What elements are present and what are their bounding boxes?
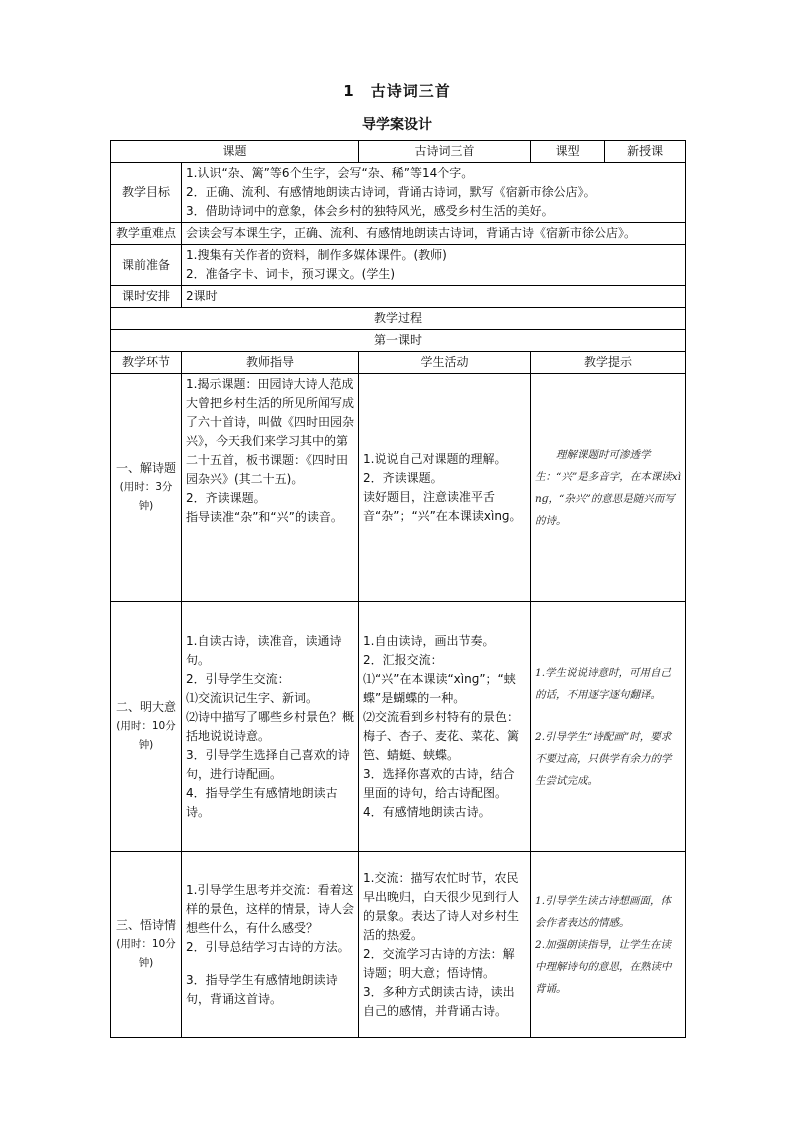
- col-teacher: 教师指导: [182, 352, 359, 374]
- topic-label-cell: 课题: [111, 141, 359, 163]
- student-item: ⑴“兴”在本课读“xìnɡ”；“蛱蝶”是蝴蝶的一种。: [363, 671, 516, 705]
- prep-cell: [182, 245, 686, 286]
- goals-row: [111, 163, 686, 223]
- teacher-item: 2．引导学生交流：: [186, 671, 290, 686]
- teacher-item: ⑴交流识记生字、新词。: [186, 690, 319, 705]
- hint-item: 1.引导学生读古诗想画面，体会作者表达的情感。: [535, 894, 672, 929]
- student-cell: [359, 602, 531, 852]
- stage-name: 三、悟诗情: [115, 918, 176, 932]
- goal-item: 3．借助诗词中的意象，体会乡村的独特风光，感受乡村生活的美好。: [186, 204, 554, 218]
- key-row: [111, 223, 686, 245]
- student-cell: [359, 374, 531, 602]
- hours-label: 课时安排: [111, 286, 182, 308]
- stage-time: (用时：10分钟): [116, 720, 176, 751]
- student-item: 2．汇报交流：: [363, 652, 443, 667]
- student-item: 4．有感情地朗读古诗。: [363, 804, 491, 819]
- type-label-cell: 课型: [531, 141, 605, 162]
- goal-item: 2．正确、流利、有感情地朗读古诗词，背诵古诗词，默写《宿新市徐公店》。: [186, 185, 596, 199]
- hint-cell: [531, 852, 686, 1038]
- student-item: 1.自由读诗，画出节奏。: [363, 633, 495, 648]
- stage-row: [111, 852, 686, 1038]
- hours-row: [111, 286, 686, 308]
- teacher-item: 1.揭示课题：田园诗大诗人范成大曾把乡村生活的所见所闻写成了六十首诗，叫做《四时田园杂兴》，今天我们来学习其中的第二十五首，板书课题：《四时田园杂兴》(其二十五)。: [186, 377, 355, 486]
- stage-time: (用时：3分钟): [119, 481, 173, 512]
- process-heading-row: [111, 308, 686, 330]
- hint-cell: [531, 602, 686, 852]
- topic-cell: 古诗词三首: [359, 141, 531, 163]
- process-columns-row: [111, 352, 686, 374]
- student-item: 2．交流学习古诗的方法：解诗题；明大意；悟诗情。: [363, 946, 515, 980]
- teacher-item: 4．指导学生有感情地朗读古诗。: [186, 785, 338, 819]
- student-item: 3．多种方式朗读古诗，读出自己的感情，并背诵古诗。: [363, 984, 515, 1018]
- page-subtitle: 导学案设计: [362, 117, 432, 133]
- stage-name-cell: [111, 602, 182, 852]
- stage-row: [111, 602, 686, 852]
- prep-item: 1.搜集有关作者的资料，制作多媒体课件。(教师): [186, 248, 447, 262]
- teacher-item: 2．齐读课题。: [186, 491, 266, 505]
- process-heading: 教学过程: [111, 308, 686, 330]
- prep-item: 2．准备字卡、词卡，预习课文。(学生): [186, 267, 395, 281]
- header-row: [111, 141, 686, 163]
- teacher-item: 3．指导学生有感情地朗读诗句，背诵这首诗。: [186, 972, 338, 1006]
- stage-name: 二、明大意: [115, 700, 176, 714]
- col-hint: 教学提示: [531, 352, 686, 374]
- page-title: 1 古诗词三首: [343, 82, 451, 100]
- teacher-cell: [182, 602, 359, 852]
- hint-item: 2.引导学生“诗配画”时，要求不要过高，只供学有余力的学生尝试完成。: [535, 730, 672, 787]
- stage-name: 一、解诗题: [115, 461, 176, 475]
- teacher-cell: [182, 852, 359, 1038]
- lesson-label: 第一课时: [111, 330, 686, 352]
- teacher-item: 指导读准“杂”和“兴”的读音。: [186, 510, 343, 524]
- student-item: ⑵交流看到乡村特有的景色：梅子、杏子、麦花、菜花、篱笆、蜻蜓、蛱蝶。: [363, 709, 520, 762]
- stage-name-cell: [111, 374, 182, 602]
- student-cell: [359, 852, 531, 1038]
- prep-label: 课前准备: [111, 245, 182, 286]
- key-cell: 会读会写本课生字，正确、流利、有感情地朗读古诗词，背诵古诗《宿新市徐公店》。: [182, 223, 686, 245]
- stage-row: [111, 374, 686, 602]
- key-label: 教学重难点: [111, 223, 182, 245]
- teacher-item: 1.引导学生思考并交流：看着这样的景色，这样的情景，诗人会想些什么，有什么感受？: [186, 882, 355, 935]
- student-item: 2．齐读课题。: [363, 470, 443, 485]
- teacher-cell: [182, 374, 359, 602]
- type-cell: 新授课: [627, 144, 664, 158]
- teacher-item: 3．引导学生选择自己喜欢的诗句，进行诗配画。: [186, 747, 350, 781]
- hint-item: 1.学生说说诗意时，可用自己的话，不用逐字逐句翻译。: [535, 666, 672, 701]
- type-split-cell: [531, 141, 686, 163]
- student-item: 读好题目，注意读准平舌音“杂”；“兴”在本课读xìnɡ。: [363, 489, 522, 523]
- lesson-plan-table: [110, 140, 686, 1038]
- goals-label: 教学目标: [111, 163, 182, 223]
- col-stage: 教学环节: [111, 352, 182, 374]
- goals-cell: [182, 163, 686, 223]
- stage-name-cell: [111, 852, 182, 1038]
- goal-item: 1.认识“杂、篱”等6个生字，会写“杂、稀”等14个字。: [186, 166, 474, 180]
- hours-cell: 2课时: [182, 286, 686, 308]
- lesson-row: [111, 330, 686, 352]
- teacher-item: 1.自读古诗，读准音，读通诗句。: [186, 633, 342, 667]
- teacher-item: ⑵诗中描写了哪些乡村景色？概括地说说诗意。: [186, 709, 355, 743]
- student-item: 1.交流：描写农忙时节，农民早出晚归，白天很少见到行人的景象。表达了诗人对乡村生活的热爱。: [363, 870, 520, 942]
- student-item: 1.说说自己对课题的理解。: [363, 451, 507, 466]
- hint-item: 理解课题时可渗透学生：“兴”是多音字，在本课读xìnɡ，“杂兴”的意思是随兴而写的诗。: [535, 448, 682, 527]
- teacher-item: 2．引导总结学习古诗的方法。: [186, 939, 350, 954]
- col-student: 学生活动: [359, 352, 531, 374]
- hint-cell: [531, 374, 686, 602]
- prep-row: [111, 245, 686, 286]
- student-item: 3．选择你喜欢的古诗，结合里面的诗句，给古诗配图。: [363, 766, 515, 800]
- hint-item: 2.加强朗读指导，让学生在读中理解诗句的意思，在熟读中背诵。: [535, 938, 672, 995]
- stage-time: (用时：10分钟): [116, 938, 176, 969]
